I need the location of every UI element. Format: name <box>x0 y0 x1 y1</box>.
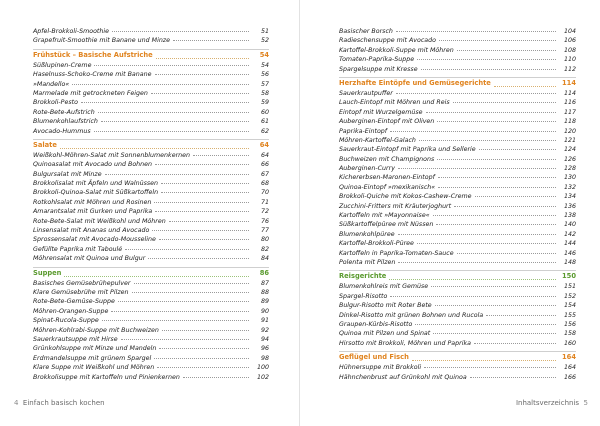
entry-page-number: 148 <box>563 258 576 266</box>
entry-title: Blumenkohlreis mit Gemüse <box>339 283 429 291</box>
entry-title: Grapefruit-Smoothie mit Banane und Minze <box>33 37 170 45</box>
entry-page-number: 151 <box>563 283 576 291</box>
entry-page-number: 160 <box>563 339 576 347</box>
entry-page-number: 98 <box>260 354 269 362</box>
dot-leader <box>105 169 249 175</box>
dot-leader <box>439 35 556 41</box>
entry-title: Brokkolisalat mit Äpfeln und Walnüssen <box>33 180 158 188</box>
entry-page-number: 68 <box>260 180 269 188</box>
entry-page-number: 59 <box>260 99 269 107</box>
dot-leader <box>494 82 556 87</box>
section-page-number: 54 <box>259 50 269 59</box>
entry-title: Spargelsuppe mit Kresse <box>339 65 418 73</box>
dot-leader <box>431 281 556 287</box>
entry-title: Brokkoli-Quiche mit Kokos-Cashew-Creme <box>339 193 472 201</box>
entry-title: Rote-Bete-Aufstrich <box>33 108 95 116</box>
dot-leader <box>486 310 556 316</box>
dot-leader <box>118 296 249 302</box>
entry-title: Rote-Bete-Salat mit Weißkohl und Möhren <box>33 217 166 225</box>
dot-leader <box>470 372 556 378</box>
entry-page-number: 146 <box>563 249 576 257</box>
dot-leader <box>453 97 556 103</box>
dot-leader <box>159 234 249 240</box>
entry-page-number: 82 <box>260 245 269 253</box>
dot-leader <box>173 35 249 41</box>
entry-title: Erdmandelsuppe mit grünem Spargel <box>33 354 152 362</box>
right-page-number: 5 <box>583 399 588 407</box>
entry-page-number: 60 <box>260 108 269 116</box>
entry-page-number: 87 <box>260 279 269 287</box>
entry-page-number: 164 <box>563 364 576 372</box>
dot-leader <box>64 272 249 277</box>
entry-title: Spinat-Rucola-Suppe <box>33 317 99 325</box>
dot-leader <box>398 257 556 263</box>
entry-title: Blumenkohlaufstrich <box>33 118 98 126</box>
entry-title: Zucchini-Fritters mit Kräuterjoghurt <box>339 202 452 210</box>
entry-page-number: 66 <box>260 161 269 169</box>
entry-page-number: 71 <box>260 198 269 206</box>
entry-title: Hirsotto mit Brokkoli, Möhren und Paprika <box>339 339 471 347</box>
dot-leader <box>415 319 556 325</box>
dot-leader <box>81 97 249 103</box>
entry-page-number: 130 <box>563 174 576 182</box>
dot-leader <box>396 26 556 32</box>
entry-title: Sauerkrautpuffer <box>339 89 393 97</box>
entry-title: Brokkoli-Quinoa-Salat mit Süßkartoffeln <box>33 189 159 197</box>
entry-title: Möhren-Kartoffel-Galach <box>339 136 416 144</box>
entry-title: Möhren-Kohlrabi-Suppe mit Buchweizen <box>33 326 159 334</box>
dot-leader <box>72 79 249 85</box>
dot-leader <box>169 216 249 222</box>
entry-title: Klare Gemüsebrühe mit Pilzen <box>33 288 129 296</box>
entry-page-number: 117 <box>563 108 576 116</box>
dot-leader <box>155 206 249 212</box>
entry-title: Brokkolisuppe mit Kartoffeln und Pinienkernen <box>33 373 180 381</box>
dot-leader <box>475 191 556 197</box>
section-title: Suppen <box>33 268 62 277</box>
toc-entry[interactable] <box>33 373 269 382</box>
entry-page-number: 94 <box>260 335 269 343</box>
entry-page-number: 118 <box>563 118 576 126</box>
dot-leader <box>417 54 556 60</box>
dot-leader <box>159 343 249 349</box>
dot-leader <box>154 353 249 359</box>
entry-title: Weißkohl-Möhren-Salat mit Sonnenblumenkernen <box>33 151 191 159</box>
dot-leader <box>474 338 556 344</box>
entry-page-number: 52 <box>260 37 269 45</box>
entry-page-number: 90 <box>260 307 269 315</box>
dot-leader <box>155 159 249 165</box>
entry-page-number: 72 <box>260 208 269 216</box>
dot-leader <box>152 225 249 231</box>
entry-page-number: 155 <box>563 311 576 319</box>
left-page-number: 4 <box>14 399 19 407</box>
entry-page-number: 136 <box>563 202 576 210</box>
entry-page-number: 77 <box>260 227 269 235</box>
dot-leader <box>134 278 249 284</box>
entry-page-number: 61 <box>260 118 269 126</box>
dot-leader <box>183 372 249 378</box>
entry-title: Basischer Borsch <box>339 28 393 35</box>
entry-title: Grünkohlsuppe mit Minze und Mandeln <box>33 345 157 353</box>
entry-title: Rotkohlsalat mit Möhren und Rosinen <box>33 198 152 206</box>
entry-page-number: 91 <box>260 317 269 325</box>
entry-title: Brokkoli-Pesto <box>33 99 78 107</box>
toc-entry[interactable] <box>33 254 269 263</box>
entry-title: Buchweizen mit Champignons <box>339 155 435 163</box>
entry-page-number: 132 <box>563 183 576 191</box>
entry-page-number: 138 <box>563 212 576 220</box>
dot-leader <box>398 229 556 235</box>
entry-page-number: 56 <box>260 71 269 79</box>
dot-leader <box>454 201 556 207</box>
dot-leader <box>437 116 556 122</box>
dot-leader <box>457 248 556 254</box>
toc-entry[interactable] <box>33 36 269 45</box>
entry-title: Amarantsalat mit Gurken und Paprika <box>33 208 153 216</box>
dot-leader <box>111 306 249 312</box>
entry-page-number: 51 <box>260 28 269 35</box>
entry-title: Spargel-Risotto <box>339 292 388 300</box>
entry-title: Tomaten-Paprika-Suppe <box>339 56 415 64</box>
entry-title: Quinoa-Eintopf »mexikanisch« <box>339 183 436 191</box>
entry-page-number: 92 <box>260 326 269 334</box>
entry-page-number: 158 <box>563 330 576 338</box>
dot-leader <box>157 362 249 368</box>
entry-title: Auberginen-Eintopf mit Oliven <box>339 118 435 126</box>
left-running-title: Einfach basisch kochen <box>22 399 105 407</box>
entry-page-number: 67 <box>260 170 269 178</box>
toc-entry[interactable] <box>339 339 576 348</box>
section-title: Geflügel und Fisch <box>339 353 409 362</box>
entry-title: Lauch-Eintopf mit Möhren und Reis <box>339 99 450 107</box>
entry-title: Kartoffeln mit »Mayonnaise« <box>339 212 430 220</box>
dot-leader <box>437 154 556 160</box>
dot-leader <box>101 116 249 122</box>
entry-title: Hähnchenbrust auf Grünkohl mit Quinoa <box>339 373 467 381</box>
dot-leader <box>151 88 249 94</box>
dot-leader <box>390 126 556 132</box>
dot-leader <box>132 287 250 293</box>
dot-leader <box>421 64 556 70</box>
section-page-number: 150 <box>562 272 576 281</box>
right-footer <box>516 399 588 407</box>
entry-page-number: 104 <box>563 28 576 35</box>
entry-title: Sauerkraut-Eintopf mit Paprika und Sellerie <box>339 146 476 154</box>
section-title: Salate <box>33 140 57 149</box>
entry-page-number: 62 <box>260 127 269 135</box>
entry-page-number: 144 <box>563 240 576 248</box>
left-footer <box>14 399 105 407</box>
section-page-number: 164 <box>562 353 576 362</box>
toc-entry[interactable] <box>339 258 576 267</box>
dot-leader <box>60 144 249 149</box>
section-page-number: 86 <box>259 268 269 277</box>
dot-leader <box>193 150 249 156</box>
dot-leader <box>125 244 249 250</box>
dot-leader <box>479 144 556 150</box>
entry-page-number: 112 <box>563 65 576 73</box>
entry-page-number: 116 <box>563 99 576 107</box>
entry-page-number: 100 <box>256 364 269 372</box>
entry-title: Sprossensalat mit Avocado-Mousseline <box>33 236 156 244</box>
entry-title: Kartoffel-Brokkoli-Suppe mit Möhren <box>339 46 454 54</box>
entry-title: Haselnuss-Schoko-Creme mit Banane <box>33 71 152 79</box>
right-page <box>300 0 600 426</box>
entry-title: Kartoffeln in Paprika-Tomaten-Sauce <box>339 249 454 257</box>
dot-leader <box>390 291 556 297</box>
dot-leader <box>161 187 249 193</box>
toc-column-left <box>33 27 269 382</box>
entry-title: Dinkel-Risotto mit grünen Bohnen und Rucola <box>339 311 484 319</box>
entry-title: Paprika-Eintopf <box>339 127 388 135</box>
dot-leader <box>389 275 556 280</box>
entry-title: Marmelade mit getrockneten Feigen <box>33 89 148 97</box>
entry-title: Blumenkohlpüree <box>339 230 395 238</box>
entry-page-number: 108 <box>563 46 576 54</box>
dot-leader <box>457 45 556 51</box>
dot-leader <box>154 197 249 203</box>
entry-title: »Mandello« <box>33 80 70 88</box>
dot-leader <box>433 210 556 216</box>
entry-page-number: 76 <box>260 217 269 225</box>
entry-page-number: 58 <box>260 89 269 97</box>
dot-leader <box>433 328 556 334</box>
toc-entry[interactable] <box>339 373 576 382</box>
entry-page-number: 120 <box>563 127 576 135</box>
entry-title: Kichererbsen-Maronen-Eintopf <box>339 174 435 182</box>
section-page-number: 64 <box>259 140 269 149</box>
entry-title: Radieschensuppe mit Avocado <box>339 37 437 45</box>
section-page-number: 114 <box>562 78 576 87</box>
dot-leader <box>424 362 556 368</box>
dot-leader <box>94 60 249 66</box>
entry-page-number: 96 <box>260 345 269 353</box>
entry-title: Polenta mit Pilzen <box>339 258 396 266</box>
entry-title: Quinoasalat mit Avocado und Bohnen <box>33 161 153 169</box>
entry-page-number: 142 <box>563 230 576 238</box>
entry-page-number: 89 <box>260 298 269 306</box>
entry-page-number: 80 <box>260 236 269 244</box>
entry-page-number: 64 <box>260 151 269 159</box>
section-title: Frühstück – Basische Aufstriche <box>33 50 153 59</box>
dot-leader <box>155 69 249 75</box>
dot-leader <box>419 135 556 141</box>
entry-page-number: 156 <box>563 320 576 328</box>
entry-page-number: 84 <box>260 255 269 263</box>
dot-leader <box>412 356 556 361</box>
entry-page-number: 106 <box>563 37 576 45</box>
dot-leader <box>121 334 249 340</box>
entry-title: Möhren-Orangen-Suppe <box>33 307 109 315</box>
entry-page-number: 134 <box>563 193 576 201</box>
entry-title: Bulgur-Risotto mit Roter Bete <box>339 302 432 310</box>
entry-page-number: 114 <box>563 89 576 97</box>
dot-leader <box>436 219 556 225</box>
dot-leader <box>396 88 556 94</box>
dot-leader <box>94 126 249 132</box>
entry-title: Sauerkrautsuppe mit Hirse <box>33 335 118 343</box>
entry-page-number: 152 <box>563 292 576 300</box>
entry-page-number: 54 <box>260 61 269 69</box>
entry-page-number: 126 <box>563 155 576 163</box>
entry-title: Auberginen-Curry <box>339 165 395 173</box>
entry-page-number: 140 <box>563 221 576 229</box>
dot-leader <box>161 178 249 184</box>
entry-title: Eintopf mit Wurzelgemüse <box>339 108 423 116</box>
entry-title: Graupen-Kürbis-Risotto <box>339 320 413 328</box>
entry-title: Hühnersuppe mit Brokkoli <box>339 364 422 372</box>
entry-page-number: 110 <box>563 56 576 64</box>
toc-entry[interactable] <box>33 127 269 136</box>
entry-page-number: 121 <box>563 136 576 144</box>
section-title: Herzhafte Eintöpfe und Gemüsegerichte <box>339 78 491 87</box>
toc-entry[interactable] <box>339 65 576 74</box>
entry-page-number: 154 <box>563 302 576 310</box>
dot-leader <box>112 26 249 32</box>
toc-column-right <box>339 27 576 382</box>
dot-leader <box>417 238 556 244</box>
dot-leader <box>162 325 249 331</box>
entry-title: Linsensalat mit Ananas und Avocado <box>33 227 150 235</box>
entry-page-number: 128 <box>563 165 576 173</box>
right-running-title: Inhaltsverzeichnis <box>515 399 580 407</box>
entry-title: Basisches Gemüsebrühepulver <box>33 279 131 287</box>
dot-leader <box>148 253 249 259</box>
entry-page-number: 102 <box>256 373 269 381</box>
entry-page-number: 124 <box>563 146 576 154</box>
entry-title: Möhrensalat mit Quinoa und Bulgur <box>33 255 146 263</box>
entry-title: Süßlupinen-Creme <box>33 61 92 69</box>
entry-title: Avocado-Hummus <box>33 127 91 135</box>
entry-page-number: 57 <box>260 80 269 88</box>
entry-page-number: 70 <box>260 189 269 197</box>
entry-title: Quinoa mit Pilzen und Spinat <box>339 330 431 338</box>
entry-title: Apfel-Brokkoli-Smoothie <box>33 28 110 35</box>
entry-title: Gefüllte Paprika mit Taboulé <box>33 245 123 253</box>
entry-title: Bulgursalat mit Minze <box>33 170 102 178</box>
dot-leader <box>156 54 249 59</box>
section-title: Reisgerichte <box>339 272 387 281</box>
entry-title: Rote-Bete-Gemüse-Suppe <box>33 298 115 306</box>
entry-title: Klare Suppe mit Weißkohl und Möhren <box>33 364 155 372</box>
entry-title: Kartoffel-Brokkoli-Püree <box>339 240 414 248</box>
dot-leader <box>426 107 557 113</box>
dot-leader <box>435 300 556 306</box>
dot-leader <box>438 172 556 178</box>
dot-leader <box>98 107 249 113</box>
dot-leader <box>102 315 249 321</box>
entry-title: Süßkartoffelpüree mit Nüssen <box>339 221 434 229</box>
dot-leader <box>398 163 556 169</box>
dot-leader <box>438 182 556 188</box>
entry-page-number: 88 <box>260 288 269 296</box>
entry-page-number: 166 <box>563 373 576 381</box>
